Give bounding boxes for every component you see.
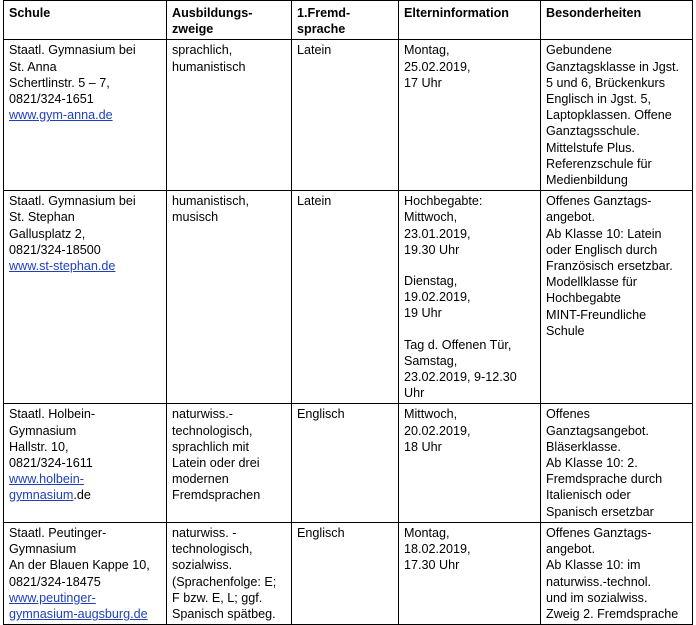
besonderheiten-line: Ab Klasse 10: Latein bbox=[546, 226, 662, 241]
school-phone: 0821/324-18475 bbox=[9, 574, 101, 589]
school-phone: 0821/324-1611 bbox=[9, 456, 93, 471]
besonderheiten-line: Ganztagsklasse in Jgst. bbox=[546, 59, 679, 74]
besonderheiten-line: Ab Klasse 10: 2. bbox=[546, 456, 638, 471]
school-website-link[interactable]: gymnasium-augsburg.de bbox=[9, 606, 148, 621]
cell-schule bbox=[4, 522, 167, 624]
school-website-wrap bbox=[9, 471, 161, 487]
cell-besonderheiten bbox=[541, 40, 693, 191]
header-fremdsprache-line: sprache bbox=[297, 22, 346, 37]
eltern-line: Tag d. Offenen Tür, bbox=[404, 337, 512, 352]
school-name-line: St. Stephan bbox=[9, 210, 75, 225]
eltern-line: 17 Uhr bbox=[404, 75, 442, 90]
fremdsprache-value: Latein bbox=[297, 194, 332, 209]
header-eltern-label: Elterninformation bbox=[404, 6, 509, 20]
header-ausbildung-line: zweige bbox=[172, 22, 214, 37]
ausbildung-line: musisch bbox=[172, 210, 219, 225]
school-website-link[interactable]: gymnasium bbox=[9, 488, 74, 503]
besonderheiten-line: Hochbegabte bbox=[546, 291, 621, 306]
header-ausbildung bbox=[167, 1, 292, 40]
besonderheiten-line: Zweig 2. Fremdsprache bbox=[546, 606, 679, 621]
eltern-line: 25.02.2019, bbox=[404, 59, 471, 74]
besonderheiten-line: Modellklasse für bbox=[546, 275, 637, 290]
eltern-line: Mittwoch, bbox=[404, 407, 458, 422]
cell-eltern bbox=[399, 191, 541, 404]
eltern-line: Montag, bbox=[404, 525, 450, 540]
ausbildung-line: humanistisch bbox=[172, 59, 246, 74]
besonderheiten-line: Ab Klasse 10: im bbox=[546, 558, 641, 573]
eltern-line: Montag, bbox=[404, 43, 450, 58]
eltern-line: Samstag, bbox=[404, 353, 458, 368]
cell-ausbildung bbox=[167, 522, 292, 624]
school-name-line: Staatl. Gymnasium bei bbox=[9, 194, 136, 209]
header-schule bbox=[4, 1, 167, 40]
ausbildung-line: technologisch, bbox=[172, 423, 253, 438]
cell-fremdsprache bbox=[292, 40, 399, 191]
besonderheiten-line: Offenes Ganztags- bbox=[546, 525, 652, 540]
ausbildung-line: humanistisch, bbox=[172, 194, 249, 209]
ausbildung-line: Spanisch spätbeg. bbox=[172, 606, 276, 621]
school-website-wrap bbox=[9, 590, 161, 606]
besonderheiten-line: Mittelstufe Plus. bbox=[546, 140, 635, 155]
cell-besonderheiten bbox=[541, 522, 693, 624]
besonderheiten-line: Bläserklasse. bbox=[546, 439, 621, 454]
besonderheiten-line: Medienbildung bbox=[546, 173, 628, 188]
table-row bbox=[4, 191, 693, 404]
ausbildung-line: sprachlich mit bbox=[172, 439, 249, 454]
besonderheiten-line: angebot. bbox=[546, 210, 596, 225]
ausbildung-line: sprachlich, bbox=[172, 43, 233, 58]
cell-eltern bbox=[399, 404, 541, 522]
header-fremdsprache-line: 1.Fremd- bbox=[297, 6, 351, 20]
eltern-line: 19.02.2019, bbox=[404, 290, 471, 305]
school-website-wrap bbox=[9, 258, 161, 274]
school-name-line: Gymnasium bbox=[9, 423, 77, 438]
eltern-line: Uhr bbox=[404, 386, 425, 401]
cell-fremdsprache bbox=[292, 404, 399, 522]
cell-besonderheiten bbox=[541, 404, 693, 522]
eltern-line: Dienstag, bbox=[404, 274, 458, 289]
besonderheiten-line: Ganztagsschule. bbox=[546, 124, 640, 139]
paragraph-gap bbox=[404, 258, 535, 273]
eltern-line: Mittwoch, bbox=[404, 210, 458, 225]
eltern-line: 23.02.2019, 9-12.30 bbox=[404, 370, 517, 385]
fremdsprache-value: Englisch bbox=[297, 525, 345, 540]
school-name-line: St. Anna bbox=[9, 59, 57, 74]
table-row bbox=[4, 40, 693, 191]
ausbildung-line: naturwiss.- bbox=[172, 407, 233, 422]
cell-schule bbox=[4, 40, 167, 191]
school-name-line: Staatl. Holbein- bbox=[9, 407, 96, 422]
eltern-line: 19.30 Uhr bbox=[404, 242, 460, 257]
school-website-wrap bbox=[9, 606, 161, 622]
school-website-link[interactable]: www.holbein- bbox=[9, 472, 84, 487]
ausbildung-line: naturwiss. - bbox=[172, 525, 237, 540]
eltern-line: Hochbegabte: bbox=[404, 194, 483, 209]
cell-ausbildung bbox=[167, 40, 292, 191]
eltern-line: 18.02.2019, bbox=[404, 542, 471, 557]
school-name-line: Staatl. Peutinger- bbox=[9, 525, 107, 540]
school-name-line: Staatl. Gymnasium bei bbox=[9, 43, 136, 58]
besonderheiten-line: Laptopklassen. Offene bbox=[546, 108, 672, 123]
school-address: Schertlinstr. 5 – 7, bbox=[9, 75, 110, 90]
school-website-wrap bbox=[9, 107, 161, 123]
school-address: An der Blauen Kappe 10, bbox=[9, 558, 150, 573]
ausbildung-line: Latein oder drei bbox=[172, 456, 260, 471]
eltern-line: 19 Uhr bbox=[404, 306, 442, 321]
besonderheiten-line: angebot. bbox=[546, 542, 596, 557]
ausbildung-line: technologisch, bbox=[172, 542, 253, 557]
paragraph-gap bbox=[404, 322, 535, 337]
besonderheiten-line: Englisch in Jgst. 5, bbox=[546, 92, 651, 107]
besonderheiten-line: MINT-Freundliche bbox=[546, 307, 647, 322]
table-row bbox=[4, 404, 693, 522]
besonderheiten-line: Italienisch oder bbox=[546, 488, 631, 503]
eltern-line: 17.30 Uhr bbox=[404, 558, 460, 573]
ausbildung-line: Fremdsprachen bbox=[172, 488, 261, 503]
school-website-link[interactable]: www.peutinger- bbox=[9, 590, 96, 605]
fremdsprache-value: Latein bbox=[297, 43, 332, 58]
header-row bbox=[4, 1, 693, 40]
besonderheiten-line: und im sozialwiss. bbox=[546, 590, 648, 605]
ausbildung-line: modernen bbox=[172, 472, 229, 487]
fremdsprache-value: Englisch bbox=[297, 407, 345, 422]
besonderheiten-line: Fremdsprache durch bbox=[546, 472, 663, 487]
school-table bbox=[3, 0, 693, 625]
besonderheiten-line: Offenes bbox=[546, 407, 590, 422]
eltern-line: 20.02.2019, bbox=[404, 423, 471, 438]
besonderheiten-line: 5 und 6, Brückenkurs bbox=[546, 75, 666, 90]
school-phone: 0821/324-18500 bbox=[9, 242, 101, 257]
school-website-link[interactable]: www.st-stephan.de bbox=[9, 259, 116, 274]
ausbildung-line: sozialwiss. bbox=[172, 558, 233, 573]
besonderheiten-line: Gebundene bbox=[546, 43, 612, 58]
school-phone: 0821/324-1651 bbox=[9, 92, 94, 107]
ausbildung-line: (Sprachenfolge: E; bbox=[172, 574, 277, 589]
school-website-tail: .de bbox=[73, 488, 91, 503]
cell-eltern bbox=[399, 522, 541, 624]
besonderheiten-line: naturwiss.-technol. bbox=[546, 574, 651, 589]
besonderheiten-line: oder Englisch durch bbox=[546, 242, 658, 257]
header-schule-label: Schule bbox=[9, 6, 51, 20]
cell-besonderheiten bbox=[541, 191, 693, 404]
ausbildung-line: F bzw. E, L; ggf. bbox=[172, 590, 263, 605]
header-besonderheiten bbox=[541, 1, 693, 40]
besonderheiten-line: Schule bbox=[546, 323, 585, 338]
cell-ausbildung bbox=[167, 191, 292, 404]
eltern-line: 23.01.2019, bbox=[404, 226, 471, 241]
school-website-link[interactable]: www.gym-anna.de bbox=[9, 108, 113, 123]
school-address: Hallstr. 10, bbox=[9, 439, 69, 454]
besonderheiten-line: Offenes Ganztags- bbox=[546, 194, 652, 209]
school-website-wrap bbox=[9, 487, 161, 503]
header-fremdsprache bbox=[292, 1, 399, 40]
school-address: Gallusplatz 2, bbox=[9, 226, 86, 241]
school-name-line: Gymnasium bbox=[9, 542, 77, 557]
besonderheiten-line: Referenzschule für bbox=[546, 156, 652, 171]
cell-fremdsprache bbox=[292, 522, 399, 624]
besonderheiten-line: Ganztagsangebot. bbox=[546, 423, 649, 438]
cell-fremdsprache bbox=[292, 191, 399, 404]
cell-ausbildung bbox=[167, 404, 292, 522]
cell-schule bbox=[4, 404, 167, 522]
cell-schule bbox=[4, 191, 167, 404]
cell-eltern bbox=[399, 40, 541, 191]
besonderheiten-line: Französisch ersetzbar. bbox=[546, 259, 673, 274]
header-besonderheiten-label: Besonderheiten bbox=[546, 6, 642, 20]
eltern-line: 18 Uhr bbox=[404, 439, 442, 454]
header-eltern bbox=[399, 1, 541, 40]
header-ausbildung-line: Ausbildungs- bbox=[172, 6, 253, 20]
besonderheiten-line: Spanisch ersetzbar bbox=[546, 504, 654, 519]
table-row bbox=[4, 522, 693, 624]
